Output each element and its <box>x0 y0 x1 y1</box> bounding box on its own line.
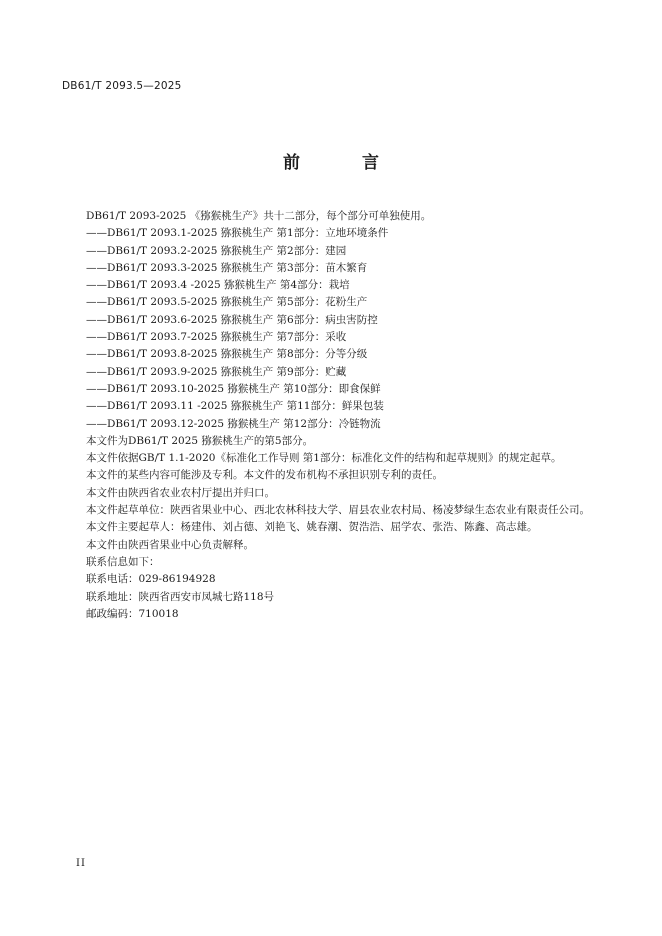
standard-code: DB61/T 2093.5—2025 <box>62 80 182 92</box>
postal-code: 邮政编码：710018 <box>86 607 179 620</box>
interpretation-statement: 本文件由陕西省果业中心负责解释。 <box>86 538 254 551</box>
drafting-units: 本文件起草单位：陕西省果业中心、西北农林科技大学、眉县农业农村局、杨凌梦绿生态农业有限责任公司。 <box>86 504 590 517</box>
list-item: ——DB61/T 2093.3-2025 猕猴桃生产 第3部分：苗木繁育 <box>86 261 368 274</box>
list-item: ——DB61/T 2093.5-2025 猕猴桃生产 第5部分：花粉生产 <box>86 296 368 309</box>
patent-notice: 本文件的某些内容可能涉及专利。本文件的发布机构不承担识别专利的责任。 <box>86 469 443 482</box>
parts-list <box>62 225 602 433</box>
page-title: 前 言 <box>283 153 407 173</box>
list-item: ——DB61/T 2093.1-2025 猕猴桃生产 第1部分：立地环境条件 <box>86 227 389 240</box>
contact-address: 联系地址：陕西省西安市凤城七路118号 <box>86 590 275 603</box>
list-item: ——DB61/T 2093.12-2025 猕猴桃生产 第12部分：冷链物流 <box>86 417 381 430</box>
part-statement: 本文件为DB61/T 2025 猕猴桃生产的第5部分。 <box>86 434 314 447</box>
page-number: II <box>76 858 86 869</box>
list-item: ——DB61/T 2093.11 -2025 猕猴桃生产 第11部分：鲜果包装 <box>86 400 384 413</box>
intro-paragraph: DB61/T 2093-2025 《猕猴桃生产》共十二部分，每个部分可单独使用。 <box>86 210 432 222</box>
list-item: ——DB61/T 2093.6-2025 猕猴桃生产 第6部分：病虫害防控 <box>86 313 378 326</box>
list-item: ——DB61/T 2093.9-2025 猕猴桃生产 第9部分：贮藏 <box>86 365 347 378</box>
contact-phone: 联系电话：029-86194928 <box>86 573 216 586</box>
proposer-statement: 本文件由陕西省农业农村厅提出并归口。 <box>86 486 275 499</box>
list-item: ——DB61/T 2093.2-2025 猕猴桃生产 第2部分：建园 <box>86 244 347 257</box>
list-item: ——DB61/T 2093.8-2025 猕猴桃生产 第8部分：分等分级 <box>86 348 368 361</box>
foreword-body <box>62 208 602 623</box>
drafting-basis: 本文件依据GB/T 1.1-2020《标准化工作导则 第1部分：标准化文件的结构和起草规则》的规定起草。 <box>86 452 562 465</box>
list-item: ——DB61/T 2093.7-2025 猕猴桃生产 第7部分：采收 <box>86 331 347 344</box>
contact-heading: 联系信息如下： <box>86 555 160 568</box>
list-item: ——DB61/T 2093.4 -2025 猕猴桃生产 第4部分：栽培 <box>86 279 350 292</box>
main-drafters: 本文件主要起草人：杨建伟、刘占德、刘艳飞、姚春潮、贺浩浩、屈学农、张浩、陈鑫、高志雄。 <box>86 521 538 534</box>
list-item: ——DB61/T 2093.10-2025 猕猴桃生产 第10部分：即食保鲜 <box>86 382 381 395</box>
